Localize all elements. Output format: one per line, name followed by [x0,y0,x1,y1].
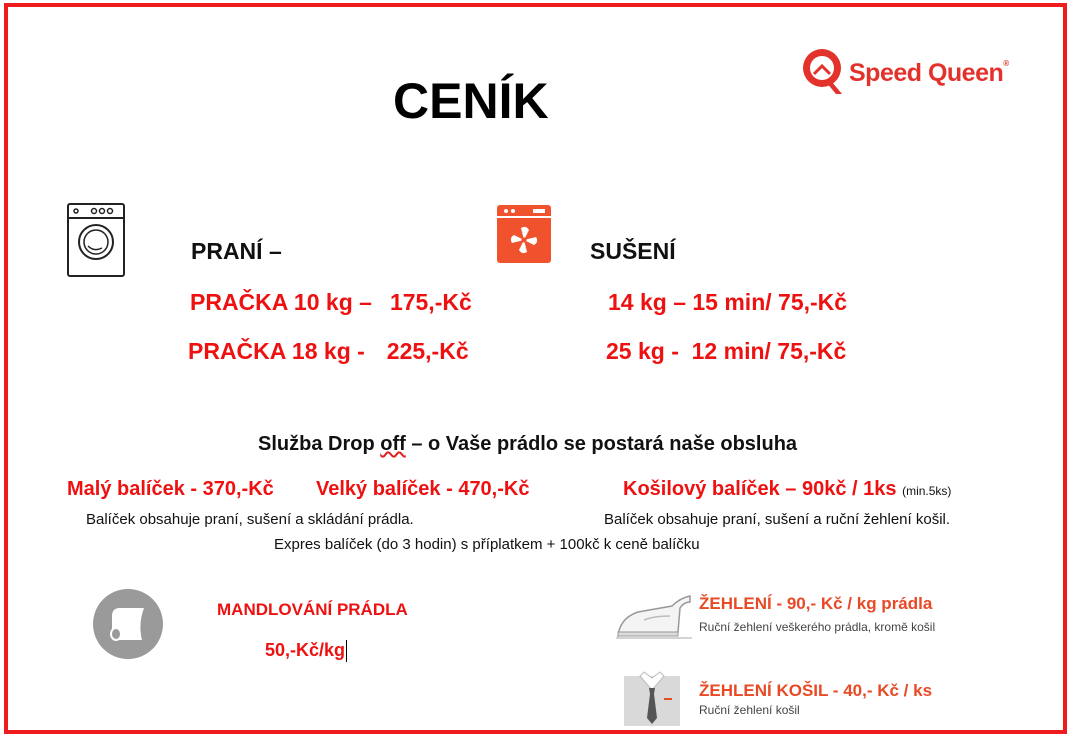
page-title: CENÍK [393,73,549,129]
washer-10kg-row [190,289,472,316]
ironing-heading: ŽEHLENÍ - 90,- Kč / kg prádla [699,594,933,613]
washer-10kg-price: 175,-Kč [389,289,472,315]
dryer-fan-icon [497,205,551,263]
shirt-ironing-description: Ruční žehlení košil [699,703,800,717]
small-package: Malý balíček - 370,-Kč [67,478,274,500]
logo-q-icon [800,46,848,96]
dryer-25kg-row: 25 kg - 12 min/ 75,-Kč [606,338,847,364]
iron-icon [614,592,694,640]
logo-text: Speed Queen® [849,59,1009,87]
mangling-price: 50,-Kč/kg [265,640,346,660]
washer-18kg-label: PRAČKA 18 kg - [188,338,365,364]
ironing-description: Ruční žehlení veškerého prádla, kromě košil [699,620,936,634]
shirt-package: Košilový balíček – 90kč / 1ks (min.5ks) [623,478,952,500]
shirt-icon [620,668,684,726]
dryer-14kg-row: 14 kg – 15 min/ 75,-Kč [608,289,848,315]
package-description: Balíček obsahuje praní, sušení a skládání prádla. [86,511,414,528]
express-note: Expres balíček (do 3 hodin) s příplatkem + 100kč k ceně balíčku [274,536,700,553]
shirt-package-note: (min.5ks) [902,484,952,498]
drying-heading: SUŠENÍ [590,238,676,264]
speed-queen-logo [800,46,1030,96]
dropoff-heading: Služba Drop off – o Vaše prádlo se postará naše obsluha [258,433,798,455]
washing-machine-icon [66,202,126,278]
shirt-package-description: Balíček obsahuje praní, sušení a ruční žehlení košil. [604,511,951,528]
washer-10kg-label: PRAČKA 10 kg – [190,289,372,315]
mangling-price-row [265,640,347,662]
washing-heading: PRANÍ – [191,238,282,264]
washer-18kg-row [188,338,469,365]
mangling-heading: MANDLOVÁNÍ PRÁDLA [217,600,408,619]
text-cursor [346,640,347,662]
mangle-roll-icon [92,588,164,660]
large-package: Velký balíček - 470,-Kč [316,478,530,500]
shirt-ironing-heading: ŽEHLENÍ KOŠIL - 40,- Kč / ks [699,681,933,700]
washer-18kg-price: 225,-Kč [386,338,469,364]
